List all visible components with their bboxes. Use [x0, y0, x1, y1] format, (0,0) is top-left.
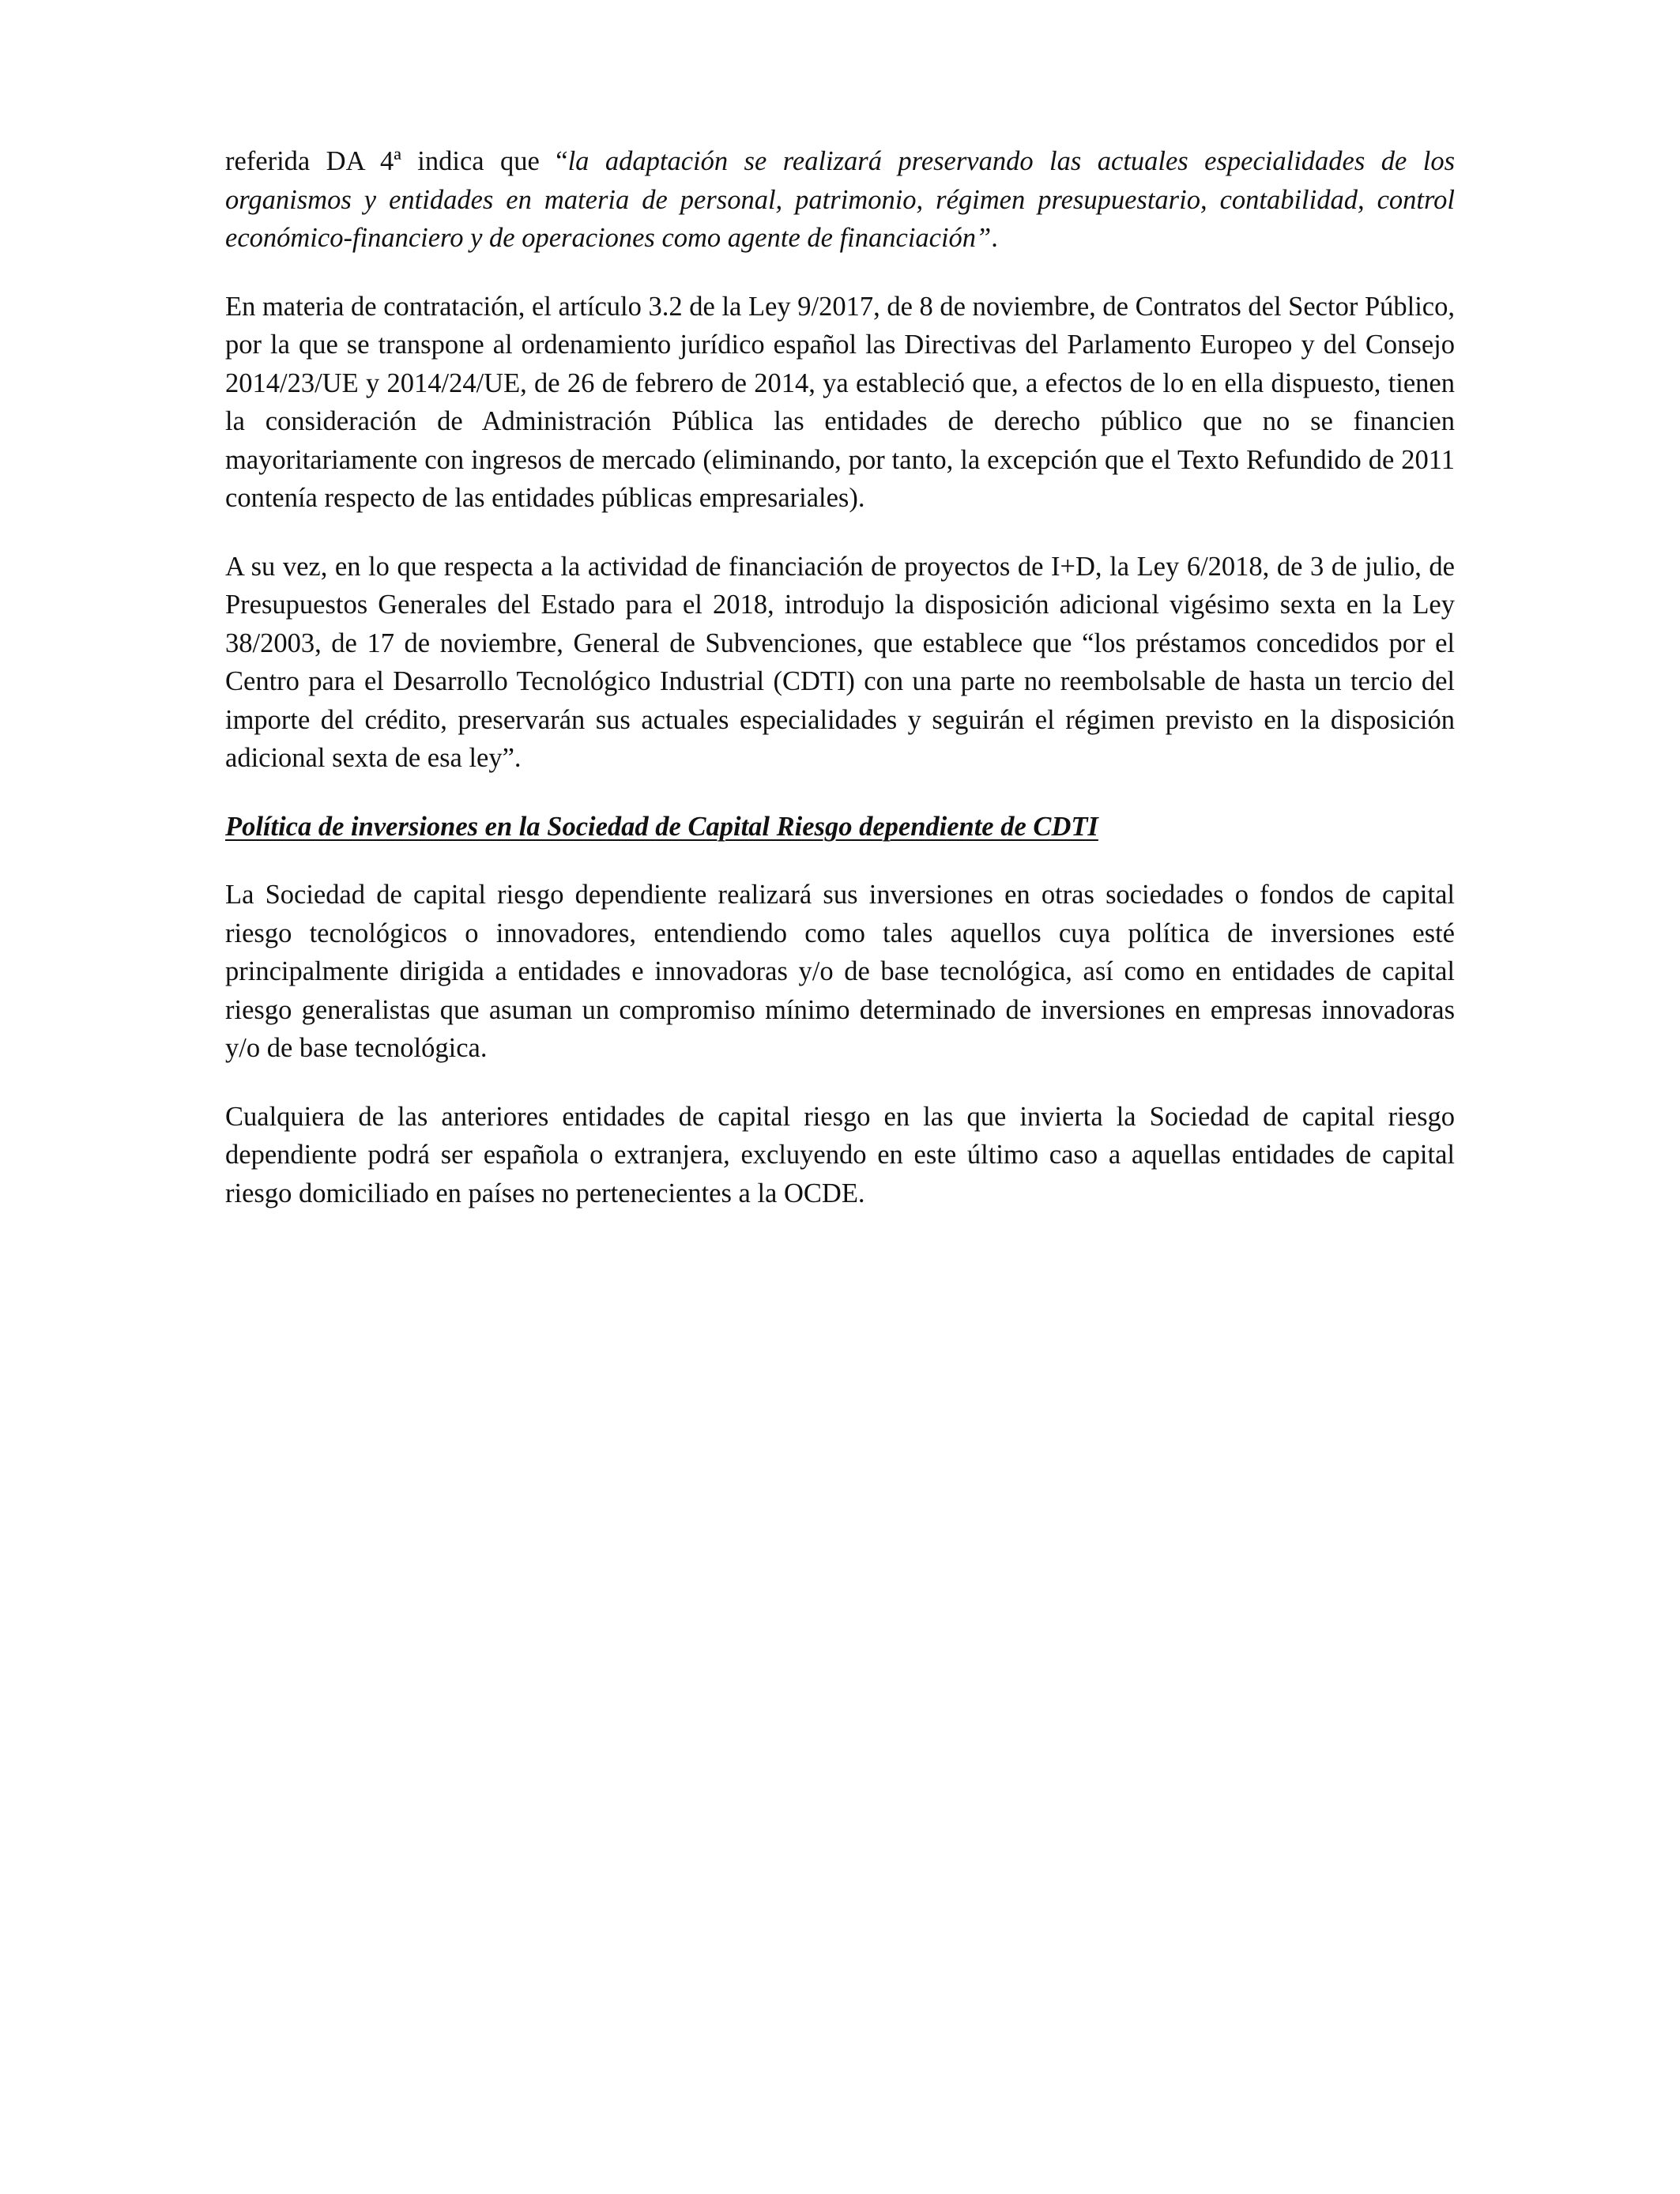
- paragraph-entidades-extranjeras: Cualquiera de las anteriores entidades de capital riesgo en las que invierta la Sociedad de capital riesgo dependiente podrá ser española o extranjera, excluyendo en este último caso a aquellas entidades de capital riesgo domiciliado en países no pertenecientes a la OCDE.: [225, 1101, 1455, 1208]
- paragraph-da4-text-1: referida DA 4ª indica que “: [225, 146, 568, 176]
- paragraph-inversiones: La Sociedad de capital riesgo dependiente realizará sus inversiones en otras sociedades o fondos de capital riesgo tecnológicos o innovadores, entendiendo como tales aquellos cuya política de inversiones esté principalmente dirigida a entidades e innovadoras y/o de base tecnológica, así como en entidades de capital riesgo generalistas que asuman un compromiso mínimo determinado de inversiones en empresas innovadoras y/o de base tecnológica.: [225, 880, 1455, 1063]
- paragraph-financiacion-id: [225, 548, 1455, 778]
- paragraph-contratacion: [225, 288, 1455, 518]
- paragraph-da4: [225, 142, 1455, 258]
- section-heading: Política de inversiones en la Sociedad de Capital Riesgo dependiente de CDTI: [225, 811, 1098, 842]
- paragraph-financiacion-id-text: A su vez, en lo que respecta a la actividad de financiación de proyectos de I+D, la Ley 6/2018, de 3 de julio, de Presupuestos Generales del Estado para el 2018, introdujo la disposición adicional vigésimo sexta en la Ley 38/2003, de 17 de noviembre, General de Subvenciones, que establece que “los préstamos concedidos por el Centro para el Desarrollo Tecnológico Industrial (CDTI) con una parte no reembolsable de hasta un tercio del importe del crédito, preservarán sus actuales especialidades y seguirán el régimen previsto en la disposición adicional sexta de esa ley”.: [225, 551, 1455, 773]
- paragraph-da4-quote: la adaptación se realizará preservando las actuales especialidades de los organismos y entidades en materia de personal, patrimonio, régimen presupuestario, contabilidad, control económico-financiero y de operaciones como agente de financiación”: [225, 146, 1456, 253]
- document-body: [225, 142, 1455, 1242]
- paragraph-contratacion-text: En materia de contratación, el artículo 3.2 de la Ley 9/2017, de 8 de noviembre, de Contratos del Sector Público, por la que se transpone al ordenamiento jurídico español las Directivas del Parlamento Europeo y del Consejo 2014/23/UE y 2014/24/UE, de 26 de febrero de 2014, ya estableció que, a efectos de lo en ella dispuesto, tienen la consideración de Administración Pública las entidades de derecho público que no se financien mayoritariamente con ingresos de mercado (eliminando, por tanto, la excepción que el Texto Refundido de 2011 contenía respecto de las entidades públicas empresariales).: [225, 291, 1455, 513]
- paragraph-da4-text-2: .: [991, 223, 998, 253]
